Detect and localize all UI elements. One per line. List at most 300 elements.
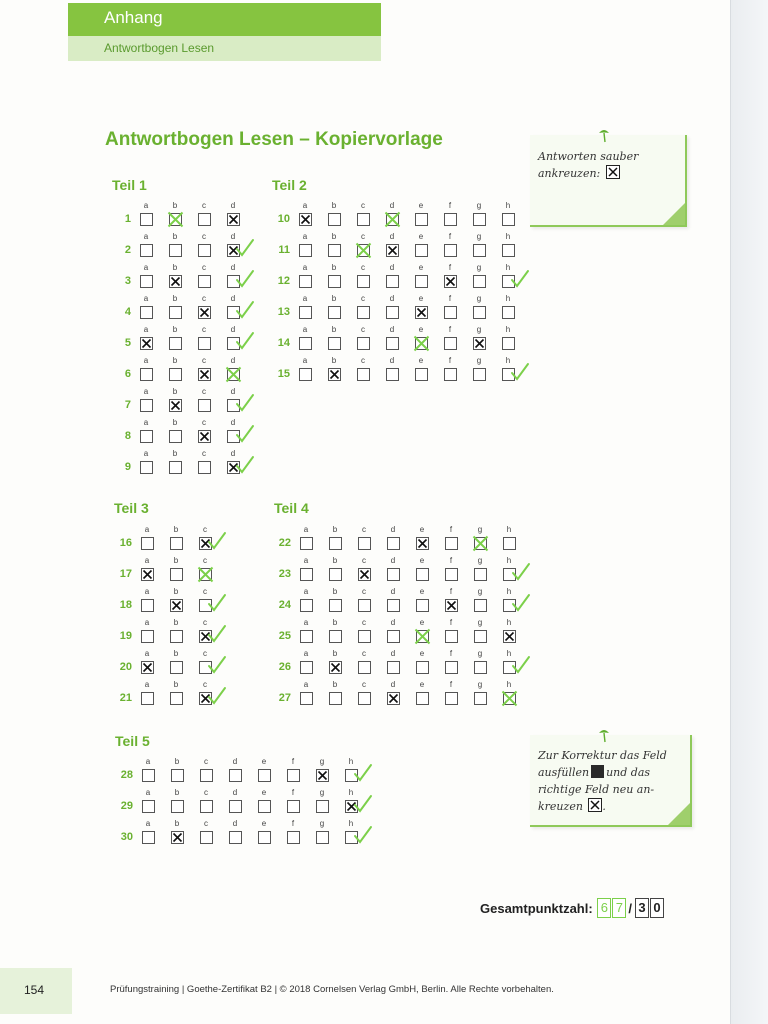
answer-checkbox[interactable] (358, 661, 371, 674)
answer-checkbox[interactable] (474, 661, 487, 674)
answer-checkbox[interactable] (502, 244, 515, 257)
cross-mark (299, 213, 312, 226)
check-mark-icon (353, 825, 373, 845)
answer-checkbox[interactable] (300, 630, 313, 643)
green-cross-mark (355, 242, 372, 259)
answer-checkbox[interactable] (444, 306, 457, 319)
answer-option (473, 649, 487, 679)
answer-option (198, 556, 212, 586)
check-mark-icon (207, 593, 227, 613)
answer-checkbox[interactable] (169, 461, 182, 474)
answer-option (357, 587, 371, 617)
answer-checkbox[interactable] (474, 630, 487, 643)
answer-option (327, 232, 341, 262)
answer-checkbox[interactable] (198, 368, 211, 381)
option-letter: g (476, 201, 482, 210)
question-number: 12 (277, 275, 290, 287)
answer-option (315, 757, 329, 787)
score-digit[interactable]: 6 (597, 898, 611, 918)
answer-checkbox[interactable] (198, 275, 211, 288)
max-digit: 3 (635, 898, 649, 918)
answer-checkbox[interactable] (416, 692, 429, 705)
option-letter: e (261, 819, 267, 828)
answer-checkbox[interactable] (170, 692, 183, 705)
answer-checkbox[interactable] (386, 337, 399, 350)
option-letter: h (505, 356, 511, 365)
answer-checkbox[interactable] (328, 213, 341, 226)
pin-icon (598, 729, 610, 743)
answer-checkbox[interactable] (445, 568, 458, 581)
answer-checkbox[interactable] (300, 568, 313, 581)
answer-checkbox[interactable] (357, 306, 370, 319)
answer-option (169, 556, 183, 586)
answer-checkbox[interactable] (198, 213, 211, 226)
answer-checkbox[interactable] (329, 692, 342, 705)
answer-checkbox[interactable] (169, 213, 182, 226)
answer-checkbox[interactable] (387, 568, 400, 581)
answer-option (444, 556, 458, 586)
answer-checkbox[interactable] (386, 244, 399, 257)
answer-checkbox[interactable] (415, 275, 428, 288)
answer-checkbox[interactable] (300, 692, 313, 705)
answer-option (327, 201, 341, 231)
answer-checkbox[interactable] (227, 213, 240, 226)
answer-option (415, 618, 429, 648)
option-letter: f (449, 525, 453, 534)
section-label: Teil 3 (114, 500, 149, 516)
section-label: Teil 5 (115, 733, 150, 749)
option-letter: a (143, 449, 149, 458)
answer-option (501, 325, 515, 355)
answer-checkbox[interactable] (198, 244, 211, 257)
answer-option (139, 387, 153, 417)
answer-checkbox[interactable] (199, 568, 212, 581)
check-mark-icon (235, 331, 255, 351)
question-row (120, 819, 397, 849)
check-mark-icon (207, 531, 227, 551)
cross-mark (358, 568, 371, 581)
answer-checkbox[interactable] (299, 368, 312, 381)
answer-checkbox[interactable] (416, 661, 429, 674)
note-line-2b: und das (606, 766, 651, 779)
answer-option (501, 201, 515, 231)
option-letter: b (172, 263, 178, 272)
answer-checkbox[interactable] (140, 430, 153, 443)
answer-checkbox[interactable] (387, 599, 400, 612)
page-edge-strip (730, 0, 768, 1024)
answer-option (226, 201, 240, 231)
answer-option (415, 525, 429, 555)
answer-checkbox[interactable] (171, 800, 184, 813)
check-mark-icon (510, 269, 530, 289)
answer-checkbox[interactable] (358, 630, 371, 643)
option-letter: d (230, 387, 236, 396)
answer-checkbox[interactable] (140, 244, 153, 257)
answer-checkbox[interactable] (229, 800, 242, 813)
option-letter: d (389, 356, 395, 365)
answer-checkbox[interactable] (503, 537, 516, 550)
answer-checkbox[interactable] (328, 368, 341, 381)
question-number: 30 (120, 831, 133, 843)
answer-option (414, 263, 428, 293)
answer-checkbox[interactable] (299, 337, 312, 350)
option-letter: b (172, 387, 178, 396)
answer-checkbox[interactable] (328, 244, 341, 257)
answer-checkbox[interactable] (316, 831, 329, 844)
cross-mark (141, 661, 154, 674)
answer-checkbox[interactable] (142, 769, 155, 782)
answer-checkbox[interactable] (170, 568, 183, 581)
option-letter: g (477, 525, 483, 534)
answer-checkbox[interactable] (328, 337, 341, 350)
answer-checkbox[interactable] (329, 537, 342, 550)
answer-checkbox[interactable] (171, 831, 184, 844)
option-letter: a (303, 649, 309, 658)
answer-checkbox[interactable] (415, 244, 428, 257)
answer-checkbox[interactable] (258, 769, 271, 782)
answer-checkbox[interactable] (258, 800, 271, 813)
answer-checkbox[interactable] (474, 568, 487, 581)
note-line-3: richtige Feld neu an- (538, 783, 655, 796)
answer-option (386, 618, 400, 648)
option-letter: e (419, 618, 425, 627)
answer-checkbox[interactable] (316, 769, 329, 782)
option-letter: a (144, 587, 150, 596)
option-letter: c (203, 618, 207, 627)
answer-checkbox[interactable] (473, 275, 486, 288)
answer-checkbox[interactable] (386, 306, 399, 319)
answer-option (299, 556, 313, 586)
option-letter: a (144, 680, 150, 689)
answer-checkbox[interactable] (415, 337, 428, 350)
answer-checkbox[interactable] (445, 692, 458, 705)
answer-checkbox[interactable] (140, 399, 153, 412)
option-letter: h (506, 525, 512, 534)
answer-checkbox[interactable] (502, 337, 515, 350)
section-label: Teil 2 (272, 177, 307, 193)
answer-checkbox[interactable] (141, 537, 154, 550)
option-letter: g (319, 788, 325, 797)
option-letter: h (348, 788, 354, 797)
answer-option (168, 294, 182, 324)
answer-checkbox[interactable] (287, 800, 300, 813)
answer-checkbox[interactable] (141, 599, 154, 612)
option-letter: e (419, 525, 425, 534)
answer-checkbox[interactable] (169, 337, 182, 350)
answer-checkbox[interactable] (444, 337, 457, 350)
answer-option (357, 618, 371, 648)
answer-checkbox[interactable] (169, 244, 182, 257)
answer-checkbox[interactable] (358, 599, 371, 612)
answer-checkbox[interactable] (229, 769, 242, 782)
answer-checkbox[interactable] (357, 368, 370, 381)
question-row (278, 525, 555, 555)
answer-option (315, 788, 329, 818)
answer-checkbox[interactable] (316, 800, 329, 813)
answer-option (140, 680, 154, 710)
answer-checkbox[interactable] (198, 337, 211, 350)
answer-option (197, 325, 211, 355)
answer-checkbox[interactable] (416, 568, 429, 581)
answer-option (168, 232, 182, 262)
answer-checkbox[interactable] (329, 661, 342, 674)
answer-option (139, 263, 153, 293)
question-number: 14 (277, 337, 290, 349)
answer-option (140, 525, 154, 555)
option-letter: a (302, 201, 308, 210)
option-letter: a (144, 649, 150, 658)
answer-checkbox[interactable] (170, 537, 183, 550)
answer-checkbox[interactable] (170, 599, 183, 612)
answer-checkbox[interactable] (357, 244, 370, 257)
answer-checkbox[interactable] (198, 430, 211, 443)
question-row (277, 294, 554, 324)
answer-checkbox[interactable] (140, 461, 153, 474)
answer-checkbox[interactable] (140, 368, 153, 381)
score-digit[interactable]: 7 (612, 898, 626, 918)
answer-checkbox[interactable] (387, 537, 400, 550)
answer-checkbox[interactable] (329, 599, 342, 612)
option-letter: e (261, 788, 267, 797)
answer-option (228, 788, 242, 818)
answer-checkbox[interactable] (416, 599, 429, 612)
note-line-2: ankreuzen: (538, 167, 601, 180)
answer-option (139, 232, 153, 262)
answer-checkbox[interactable] (358, 692, 371, 705)
option-letter: b (331, 232, 337, 241)
answer-checkbox[interactable] (386, 213, 399, 226)
answer-checkbox[interactable] (473, 368, 486, 381)
question-row (119, 649, 251, 679)
answer-checkbox[interactable] (502, 306, 515, 319)
answer-option (444, 618, 458, 648)
answer-checkbox[interactable] (141, 661, 154, 674)
answer-option (501, 232, 515, 262)
answer-checkbox[interactable] (169, 399, 182, 412)
answer-option (298, 263, 312, 293)
answer-checkbox[interactable] (444, 244, 457, 257)
question-number: 1 (124, 213, 131, 225)
answer-option (141, 757, 155, 787)
answer-checkbox[interactable] (503, 630, 516, 643)
answer-checkbox[interactable] (287, 831, 300, 844)
answer-checkbox[interactable] (299, 213, 312, 226)
answer-option (356, 325, 370, 355)
answer-checkbox[interactable] (416, 537, 429, 550)
answer-checkbox[interactable] (169, 306, 182, 319)
question-number: 29 (120, 800, 133, 812)
answer-option (139, 356, 153, 386)
option-letter: d (232, 757, 238, 766)
question-row (119, 618, 251, 648)
answer-option (472, 294, 486, 324)
answer-option (169, 587, 183, 617)
option-letter: a (145, 788, 151, 797)
option-letter: b (331, 294, 337, 303)
option-letter: f (448, 294, 452, 303)
question-number: 21 (119, 692, 132, 704)
option-letter: e (419, 556, 425, 565)
option-letter: g (476, 356, 482, 365)
answer-checkbox[interactable] (474, 599, 487, 612)
option-letter: b (172, 232, 178, 241)
answer-checkbox[interactable] (169, 368, 182, 381)
answer-checkbox[interactable] (169, 275, 182, 288)
option-letter: g (319, 757, 325, 766)
answer-checkbox[interactable] (358, 568, 371, 581)
option-letter: c (203, 525, 207, 534)
answer-checkbox[interactable] (358, 537, 371, 550)
option-letter: b (332, 649, 338, 658)
question-number: 24 (278, 599, 291, 611)
answer-checkbox[interactable] (198, 461, 211, 474)
question-row (124, 325, 279, 355)
answer-option (197, 294, 211, 324)
answer-option (170, 757, 184, 787)
answer-checkbox[interactable] (386, 368, 399, 381)
cross-mark (328, 368, 341, 381)
answer-checkbox[interactable] (229, 831, 242, 844)
option-letter: e (261, 757, 267, 766)
answer-checkbox[interactable] (444, 275, 457, 288)
answer-checkbox[interactable] (473, 306, 486, 319)
answer-option (199, 757, 213, 787)
answer-checkbox[interactable] (502, 213, 515, 226)
question-row (278, 556, 555, 586)
answer-checkbox[interactable] (169, 430, 182, 443)
answer-checkbox[interactable] (444, 213, 457, 226)
answer-checkbox[interactable] (445, 630, 458, 643)
answer-checkbox[interactable] (415, 213, 428, 226)
option-letter: d (232, 788, 238, 797)
answer-option (197, 387, 211, 417)
green-cross-mark (501, 690, 518, 707)
option-letter: c (361, 294, 365, 303)
option-letter: b (331, 263, 337, 272)
option-letter: g (477, 680, 483, 689)
answer-checkbox[interactable] (473, 244, 486, 257)
answer-checkbox[interactable] (140, 337, 153, 350)
answer-checkbox[interactable] (357, 337, 370, 350)
answer-checkbox[interactable] (170, 661, 183, 674)
option-letter: e (418, 294, 424, 303)
question-row (124, 294, 279, 324)
option-letter: b (173, 525, 179, 534)
answer-checkbox[interactable] (299, 275, 312, 288)
answer-option (356, 263, 370, 293)
answer-checkbox[interactable] (386, 275, 399, 288)
answer-checkbox[interactable] (445, 599, 458, 612)
answer-checkbox[interactable] (415, 306, 428, 319)
answer-checkbox[interactable] (473, 337, 486, 350)
subtitle-header (68, 36, 381, 61)
answer-checkbox[interactable] (329, 630, 342, 643)
answer-option (502, 525, 516, 555)
answer-option (169, 680, 183, 710)
answer-checkbox[interactable] (141, 692, 154, 705)
answer-checkbox[interactable] (415, 368, 428, 381)
option-letter: c (204, 788, 208, 797)
answer-checkbox[interactable] (445, 537, 458, 550)
option-letter: a (143, 418, 149, 427)
answer-checkbox[interactable] (474, 537, 487, 550)
answer-checkbox[interactable] (473, 213, 486, 226)
answer-checkbox[interactable] (299, 306, 312, 319)
answer-checkbox[interactable] (444, 368, 457, 381)
answer-checkbox[interactable] (227, 368, 240, 381)
answer-checkbox[interactable] (357, 275, 370, 288)
answer-checkbox[interactable] (300, 661, 313, 674)
option-letter: e (418, 263, 424, 272)
answer-checkbox[interactable] (140, 306, 153, 319)
answer-option (385, 325, 399, 355)
answer-checkbox[interactable] (170, 630, 183, 643)
answer-checkbox[interactable] (474, 692, 487, 705)
answer-checkbox[interactable] (416, 630, 429, 643)
answer-checkbox[interactable] (387, 630, 400, 643)
answer-checkbox[interactable] (503, 692, 516, 705)
answer-option (472, 325, 486, 355)
answer-checkbox[interactable] (200, 800, 213, 813)
answer-checkbox[interactable] (329, 568, 342, 581)
question-row (124, 418, 279, 448)
answer-checkbox[interactable] (287, 769, 300, 782)
answer-checkbox[interactable] (200, 769, 213, 782)
green-cross-mark (384, 211, 401, 228)
chapter-header (68, 3, 381, 36)
answer-checkbox[interactable] (445, 661, 458, 674)
answer-checkbox[interactable] (328, 275, 341, 288)
option-letter: h (505, 325, 511, 334)
answer-option (357, 649, 371, 679)
option-letter: h (506, 556, 512, 565)
answer-checkbox[interactable] (387, 661, 400, 674)
option-letter: c (202, 356, 206, 365)
answer-checkbox[interactable] (258, 831, 271, 844)
answer-checkbox[interactable] (328, 306, 341, 319)
answer-checkbox[interactable] (142, 831, 155, 844)
option-letter: c (203, 649, 207, 658)
answer-checkbox[interactable] (387, 692, 400, 705)
answer-checkbox[interactable] (198, 306, 211, 319)
option-letter: c (362, 680, 366, 689)
answer-checkbox[interactable] (140, 275, 153, 288)
answer-option (315, 819, 329, 849)
answer-checkbox[interactable] (142, 800, 155, 813)
answer-checkbox[interactable] (299, 244, 312, 257)
option-letter: a (302, 356, 308, 365)
answer-checkbox[interactable] (141, 568, 154, 581)
answer-checkbox[interactable] (140, 213, 153, 226)
answer-checkbox[interactable] (300, 599, 313, 612)
answer-option (286, 757, 300, 787)
answer-option (443, 325, 457, 355)
answer-checkbox[interactable] (357, 213, 370, 226)
option-letter: c (203, 587, 207, 596)
answer-option (472, 232, 486, 262)
green-cross-mark (197, 566, 214, 583)
option-letter: f (291, 819, 295, 828)
answer-checkbox[interactable] (200, 831, 213, 844)
option-letter: d (230, 418, 236, 427)
answer-option (168, 325, 182, 355)
answer-checkbox[interactable] (171, 769, 184, 782)
answer-checkbox[interactable] (198, 399, 211, 412)
answer-checkbox[interactable] (300, 537, 313, 550)
answer-option (472, 263, 486, 293)
answer-checkbox[interactable] (141, 630, 154, 643)
question-number: 25 (278, 630, 291, 642)
